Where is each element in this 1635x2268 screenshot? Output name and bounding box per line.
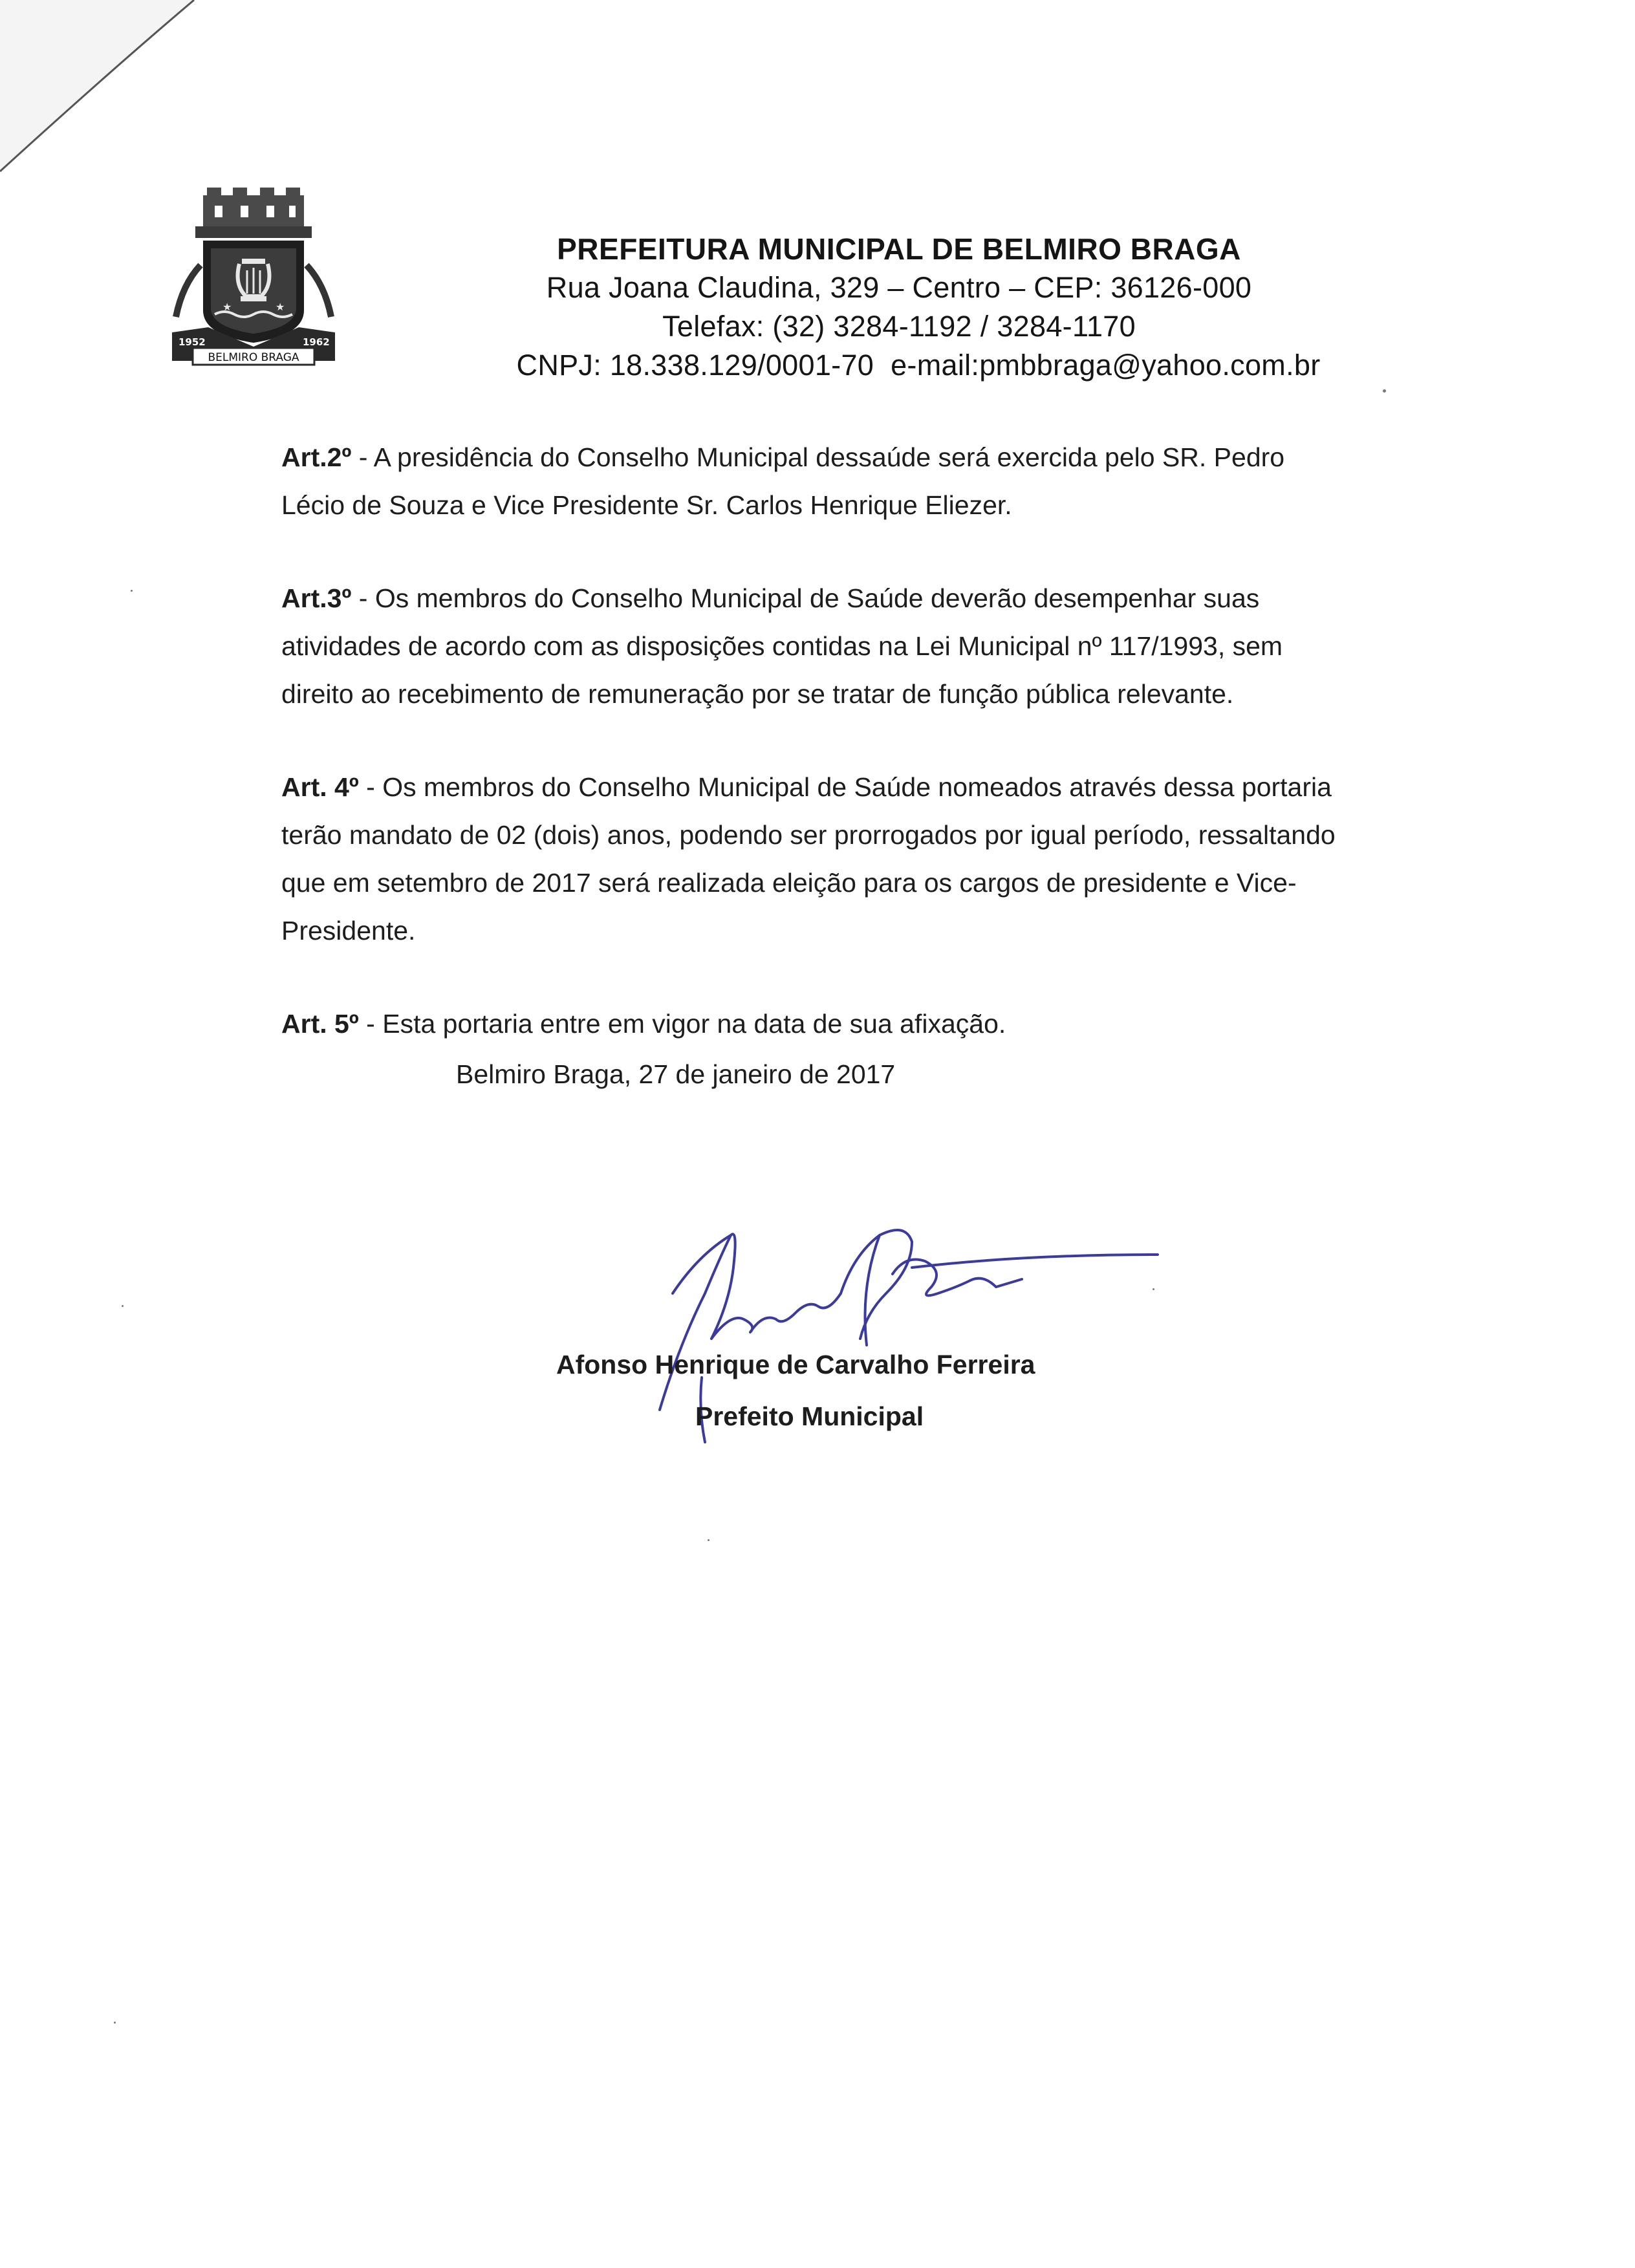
article-3 xyxy=(281,574,1348,718)
signer-role: Prefeito Municipal xyxy=(695,1401,924,1431)
cnpj-email-line xyxy=(466,346,1332,385)
signer-block xyxy=(556,1339,1203,1442)
article-number: Art.2º xyxy=(281,442,352,472)
scan-speck xyxy=(122,1305,124,1307)
article-2 xyxy=(281,433,1348,529)
article-4 xyxy=(281,763,1348,955)
article-text: - A presidência do Conselho Municipal dessaúde será exercida pelo SR. Pedro Lécio de Souza e Vice Presidente Sr. Carlos Henrique Eliezer. xyxy=(281,442,1285,520)
article-text: - Os membros do Conselho Municipal de Saúde deverão desempenhar suas atividades de acordo com as disposições contidas na Lei Municipal nº 117/1993, sem direito ao recebimento de remuneração por se tratar de função pública relevante. xyxy=(281,583,1283,709)
article-text: - Esta portaria entre em vigor na data de sua afixação. xyxy=(358,1009,1006,1039)
phone-line: Telefax: (32) 3284-1192 / 3284-1170 xyxy=(662,310,1136,343)
scan-speck xyxy=(131,590,133,592)
address-line: Rua Joana Claudina, 329 – Centro – CEP: 36126-000 xyxy=(546,271,1252,304)
article-number: Art. 4º xyxy=(281,772,359,802)
letterhead xyxy=(466,230,1332,385)
crest-banner-text: BELMIRO BRAGA xyxy=(208,351,299,364)
scan-speck xyxy=(114,2022,116,2024)
scan-speck xyxy=(1383,389,1386,393)
date-line: Belmiro Braga, 27 de janeiro de 2017 xyxy=(456,1059,896,1089)
org-name: PREFEITURA MUNICIPAL DE BELMIRO BRAGA xyxy=(557,232,1241,266)
cnpj-text: CNPJ: 18.338.129/0001-70 xyxy=(516,349,874,382)
svg-text:★: ★ xyxy=(222,301,232,313)
crest-year-left: 1952 xyxy=(179,336,206,348)
email-text: e-mail:pmbbraga@yahoo.com.br xyxy=(891,349,1321,382)
article-number: Art.3º xyxy=(281,583,352,613)
article-number: Art. 5º xyxy=(281,1009,359,1039)
crest-year-right: 1962 xyxy=(303,336,330,348)
folded-corner xyxy=(0,0,207,194)
coat-of-arms-icon xyxy=(169,188,338,382)
document-body xyxy=(281,433,1348,1048)
article-5 xyxy=(281,1000,1348,1048)
article-text: - Os membros do Conselho Municipal de Saúde nomeados através dessa portaria terão mandato de 02 (dois) anos, podendo ser prorrogados por igual período, ressaltando que em setembro de 2017 será realizada eleição para os cargos de presidente e Vice-Presidente. xyxy=(281,772,1336,945)
svg-text:★: ★ xyxy=(276,301,285,313)
signer-name: Afonso Henrique de Carvalho Ferreira xyxy=(556,1350,1035,1379)
scan-speck xyxy=(708,1539,709,1541)
